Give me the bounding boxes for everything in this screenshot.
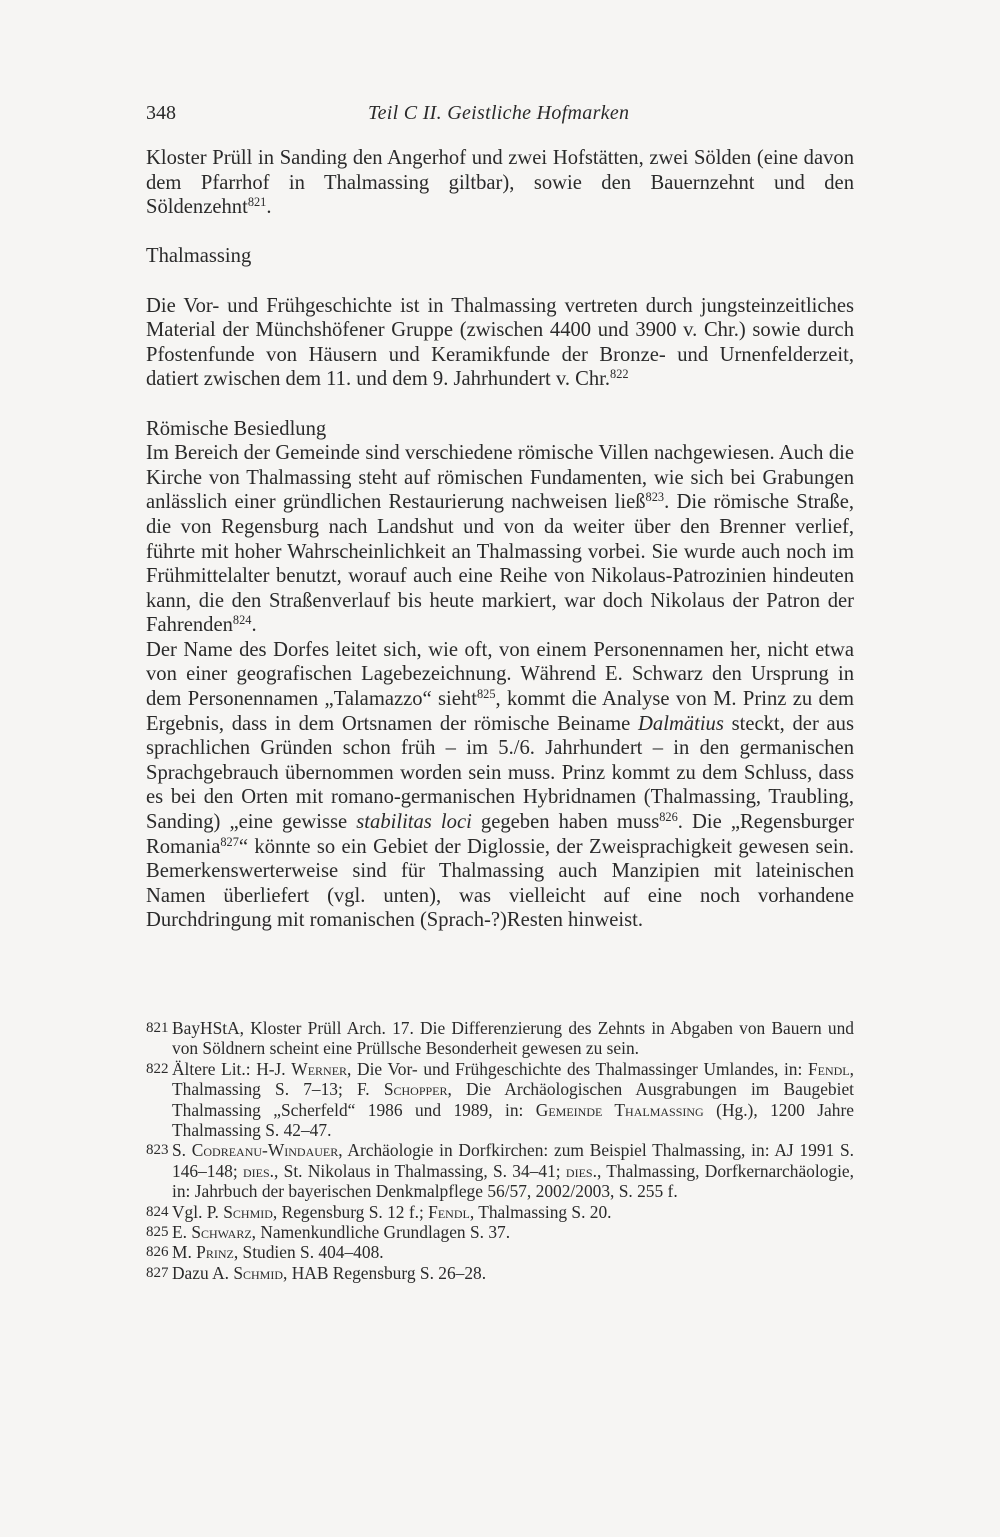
footnote-ref: 821 bbox=[247, 195, 267, 210]
author-name: Fendl bbox=[428, 1201, 470, 1222]
author-name: Gemeinde Thalmassing bbox=[535, 1099, 704, 1120]
text-run: steckt, der aus sprachlichen Gründen schon früh – im 5./6. Jahrhundert – in den germanischen Sprachgebrauch übernommen worden sein muss. Prinz kommt zu dem Schluss, dass es bei den Orten mit romano-germanischen Hybridnamen (Thalmassing, Traubling, Sanding) „eine gewisse bbox=[146, 712, 854, 834]
author-name: dies. bbox=[565, 1160, 597, 1181]
footnote-number: 822 bbox=[146, 1060, 169, 1077]
author-name: Fendl bbox=[807, 1058, 850, 1079]
paragraph-3 bbox=[146, 441, 854, 638]
paragraph-4 bbox=[146, 638, 854, 933]
footnote-text: , Die Archäologischen Ausgrabungen im Baugebiet Thalmassing „Scherfeld“ 1986 und 1989, in: bbox=[172, 1079, 855, 1120]
footnote-text: , Thalmassing S. 7–13; F. bbox=[172, 1058, 854, 1100]
footnote-825 bbox=[146, 1222, 854, 1242]
author-name: Schmid bbox=[233, 1262, 284, 1283]
text-run: Im Bereich der Gemeinde sind verschiedene römische Villen nachgewiesen. Auch die Kirche von Thalmassing steht auf römischen Fundamenten, wie sich bei Grabungen anlässlich einer gründlichen Restaurierung nachweisen ließ bbox=[146, 442, 854, 514]
author-name: Codreanu-Windauer bbox=[191, 1140, 339, 1161]
footnote-ref: 827 bbox=[220, 834, 239, 849]
footnote-text: , St. Nikolaus in Thalmassing, S. 34–41; bbox=[274, 1160, 566, 1181]
section-heading-thalmassing: Thalmassing bbox=[146, 245, 252, 268]
footnote-821 bbox=[146, 1018, 854, 1059]
footnote-822 bbox=[146, 1059, 854, 1141]
paragraph-gap bbox=[146, 220, 854, 245]
italic-term: stabilitas loci bbox=[356, 811, 472, 834]
main-text bbox=[146, 146, 854, 933]
text-run: gegeben haben muss bbox=[471, 811, 660, 834]
footnote-number: 823 bbox=[146, 1142, 169, 1159]
author-name: Werner bbox=[291, 1058, 348, 1079]
footnote-text: , Regensburg S. 12 f.; bbox=[272, 1201, 429, 1222]
footnotes bbox=[146, 1018, 854, 1283]
footnote-number: 827 bbox=[146, 1264, 169, 1281]
footnote-824 bbox=[146, 1202, 854, 1222]
text-run: , kommt die Analyse von M. Prinz zu dem Ergebnis, dass in dem Ortsnamen der römische Beiname bbox=[146, 688, 854, 735]
footnote-826 bbox=[146, 1242, 854, 1262]
footnote-text: M. bbox=[172, 1242, 197, 1263]
footnote-ref: 824 bbox=[232, 613, 252, 628]
footnote-text: , Thalmassing, Dorfkernarchäologie, in: Jahrbuch der bayerischen Denkmalpflege 56/57, 2002/2003, S. 255 f. bbox=[172, 1160, 854, 1202]
text-run: Die Vor- und Frühgeschichte ist in Thalmassing vertreten durch jungsteinzeitliches Material der Münchshöfener Gruppe (zwischen 4400 und 3900 v. Chr.) sowie durch Pfostenfunde von Häusern und Keramikfunde der Bronze- und Urnenfelderzeit, datiert zwischen dem 11. und dem 9. Jahrhundert v. Chr. bbox=[146, 294, 854, 391]
footnote-ref: 823 bbox=[645, 490, 665, 505]
footnote-text: , Studien S. 404–408. bbox=[233, 1242, 384, 1263]
footnote-text: Ältere Lit.: H-J. bbox=[172, 1058, 292, 1079]
author-name: Prinz bbox=[196, 1242, 234, 1263]
text-run: . bbox=[251, 614, 257, 637]
paragraph-gap bbox=[146, 392, 854, 417]
footnote-823 bbox=[146, 1140, 854, 1201]
paragraph-gap bbox=[146, 269, 854, 294]
footnote-text: , Die Vor- und Frühgeschichte des Thalmassinger Umlandes, in: bbox=[347, 1058, 808, 1079]
author-name: Schmid bbox=[223, 1201, 273, 1222]
footnote-text: Vgl. P. bbox=[172, 1201, 224, 1222]
footnote-text: (Hg.), 1200 Jahre Thalmassing S. 42–47. bbox=[172, 1099, 854, 1141]
author-name: dies. bbox=[243, 1160, 275, 1181]
paragraph-1 bbox=[146, 146, 854, 220]
footnote-text: , Thalmassing S. 20. bbox=[469, 1201, 612, 1222]
footnote-text: BayHStA, Kloster Prüll Arch. 17. Die Differenzierung des Zehnts in Abgaben von Bauern und von Söldnern scheint eine Prüllsche Besonderheit gewesen zu sein. bbox=[172, 1018, 854, 1059]
footnote-ref: 822 bbox=[610, 367, 629, 382]
footnote-number: 824 bbox=[146, 1203, 169, 1220]
text-run: “ könnte so ein Gebiet der Diglossie, der Zweisprachigkeit gewesen sein. Bemerkenswerterweise sind für Thalmassing auch Manzipien mit lateinischen Namen überliefert (vgl. unten), was vielleicht auf eine noch vorhandene Durchdringung mit romanischen (Sprach-?)Resten hinweist. bbox=[146, 835, 854, 932]
author-name: Schwarz bbox=[191, 1222, 252, 1243]
footnote-ref: 826 bbox=[659, 810, 678, 825]
footnote-text: E. bbox=[172, 1222, 192, 1243]
text-run: Der Name des Dorfes leitet sich, wie oft, von einem Personennamen her, nicht etwa von einer geografischen Lagebezeichnung. Während E. Schwarz den Ursprung in dem Personennamen „Talamazzo“ sieht bbox=[146, 638, 854, 711]
footnote-number: 826 bbox=[146, 1244, 169, 1261]
paragraph-2 bbox=[146, 294, 854, 392]
text-run: . bbox=[266, 196, 272, 219]
italic-term: Dalmätius bbox=[638, 712, 724, 735]
footnote-number: 825 bbox=[146, 1224, 169, 1241]
text-run: . Die römische Straße, die von Regensburg nach Landshut und von da weiter über den Brenner verlief, führte mit hoher Wahrscheinlichkeit an Thalmassing vorbei. Sie wurde auch noch im Frühmittelalter benutzt, worauf auch eine Reihe von Nikolaus-Patrozinien hindeuten kann, die den Straßenverlauf bis heute markiert, war doch Nikolaus der Patron der Fahrenden bbox=[146, 491, 855, 637]
footnote-text: , HAB Regensburg S. 26–28. bbox=[283, 1262, 487, 1283]
text-run: Kloster Prüll in Sanding den Angerhof und zwei Hofstätten, zwei Sölden (eine davon dem Pfarrhof in Thalmassing giltbar), sowie den Bauernzehnt und den Söldenzehnt bbox=[146, 147, 854, 219]
footnote-number: 821 bbox=[146, 1020, 169, 1036]
footnote-text: , Namenkundliche Grundlagen S. 37. bbox=[251, 1222, 511, 1243]
footnote-text: , Archäologie in Dorfkirchen: zum Beispiel Thalmassing, in: AJ 1991 S. 146–148; bbox=[172, 1140, 854, 1181]
author-name: Schopper bbox=[383, 1079, 448, 1100]
footnote-827 bbox=[146, 1263, 854, 1283]
footnote-text: Dazu A. bbox=[172, 1262, 234, 1283]
page-number: 348 bbox=[146, 102, 176, 124]
section-heading-roemische-besiedlung: Römische Besiedlung bbox=[146, 417, 327, 440]
text-run: . Die „Regensburger Romania bbox=[146, 811, 854, 858]
footnote-ref: 825 bbox=[476, 687, 496, 702]
running-title: Teil C II. Geistliche Hofmarken bbox=[368, 102, 630, 124]
footnote-text: S. bbox=[172, 1140, 192, 1161]
